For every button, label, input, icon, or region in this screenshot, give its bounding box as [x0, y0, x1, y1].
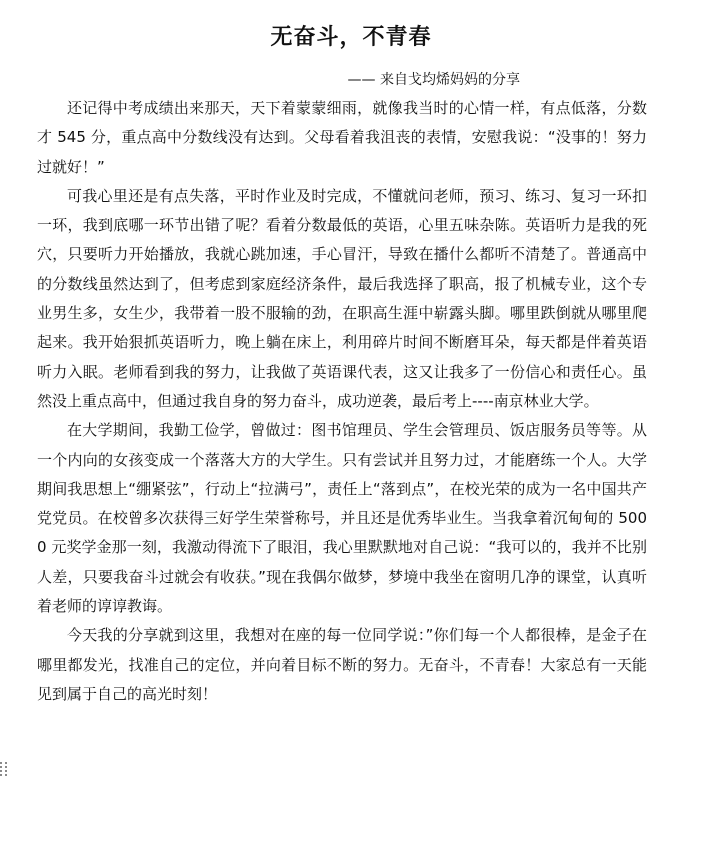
- drag-dot: [0, 762, 2, 764]
- document-title: 无奋斗，不青春: [270, 25, 432, 50]
- drag-dot: [0, 766, 2, 768]
- drag-dot: [5, 774, 7, 776]
- document-body: [37, 94, 647, 709]
- paragraph-1: 还记得中考成绩出来那天，天下着蒙蒙细雨，就像我当时的心情一样，有点低落，分数才 545 分，重点高中分数线没有达到。父母看着我沮丧的表情，安慰我说：“没事的！努力过就好！”: [37, 99, 647, 176]
- drag-dot: [5, 770, 7, 772]
- paragraph-3: 在大学期间，我勤工俭学，曾做过：图书馆理员、学生会管理员、饭店服务员等等。从一个内向的女孩变成一个落落大方的大学生。只有尝试并且努力过，才能磨练一个人。大学期间我思想上“绷紧弦”，行动上“拉满弓”，责任上“落到点”，在校光荣的成为一名中国共产党党员。在校曾多次获得三好学生荣誉称号，并且还是优秀毕业生。当我拿着沉甸甸的 5000 元奖学金那一刻，我激动得流下了眼泪，我心里默默地对自己说：“我可以的，我并不比别人差，只要我奋斗过就会有收获。”现在我偶尔做梦，梦境中我坐在窗明几净的课堂，认真听着老师的谆谆教诲。: [37, 421, 647, 616]
- paragraph-4: 今天我的分享就到这里，我想对在座的每一位同学说：”你们每一个人都很棒，是金子在哪里都发光，找准自己的定位，并向着目标不断的努力。无奋斗，不青春！大家总有一天能见到属于自己的高光时刻！: [37, 626, 647, 703]
- drag-dot: [5, 762, 7, 764]
- document-byline: —— 来自戈均烯妈妈的分享: [347, 72, 520, 88]
- drag-dot: [0, 770, 2, 772]
- paragraph-2: 可我心里还是有点失落，平时作业及时完成，不懂就问老师，预习、练习、复习一环扣一环，我到底哪一环节出错了呢？看着分数最低的英语，心里五味杂陈。英语听力是我的死穴，只要听力开始播放，我就心跳加速，手心冒汗，导致在播什么都听不清楚了。普通高中的分数线虽然达到了，但考虑到家庭经济条件，最后我选择了职高，报了机械专业，这个专业男生多，女生少，我带着一股不服输的劲，在职高生涯中崭露头脚。哪里跌倒就从哪里爬起来。我开始狠抓英语听力，晚上躺在床上，利用碎片时间不断磨耳朵，每天都是伴着英语听力入眠。老师看到我的努力，让我做了英语课代表，这又让我多了一份信心和责任心。虽然没上重点高中，但通过我自身的努力奋斗，成功逆袭，最后考上----南京林业大学。: [37, 186, 647, 410]
- drag-handle-icon[interactable]: [0, 762, 8, 776]
- drag-dot: [5, 766, 7, 768]
- drag-dot: [0, 774, 2, 776]
